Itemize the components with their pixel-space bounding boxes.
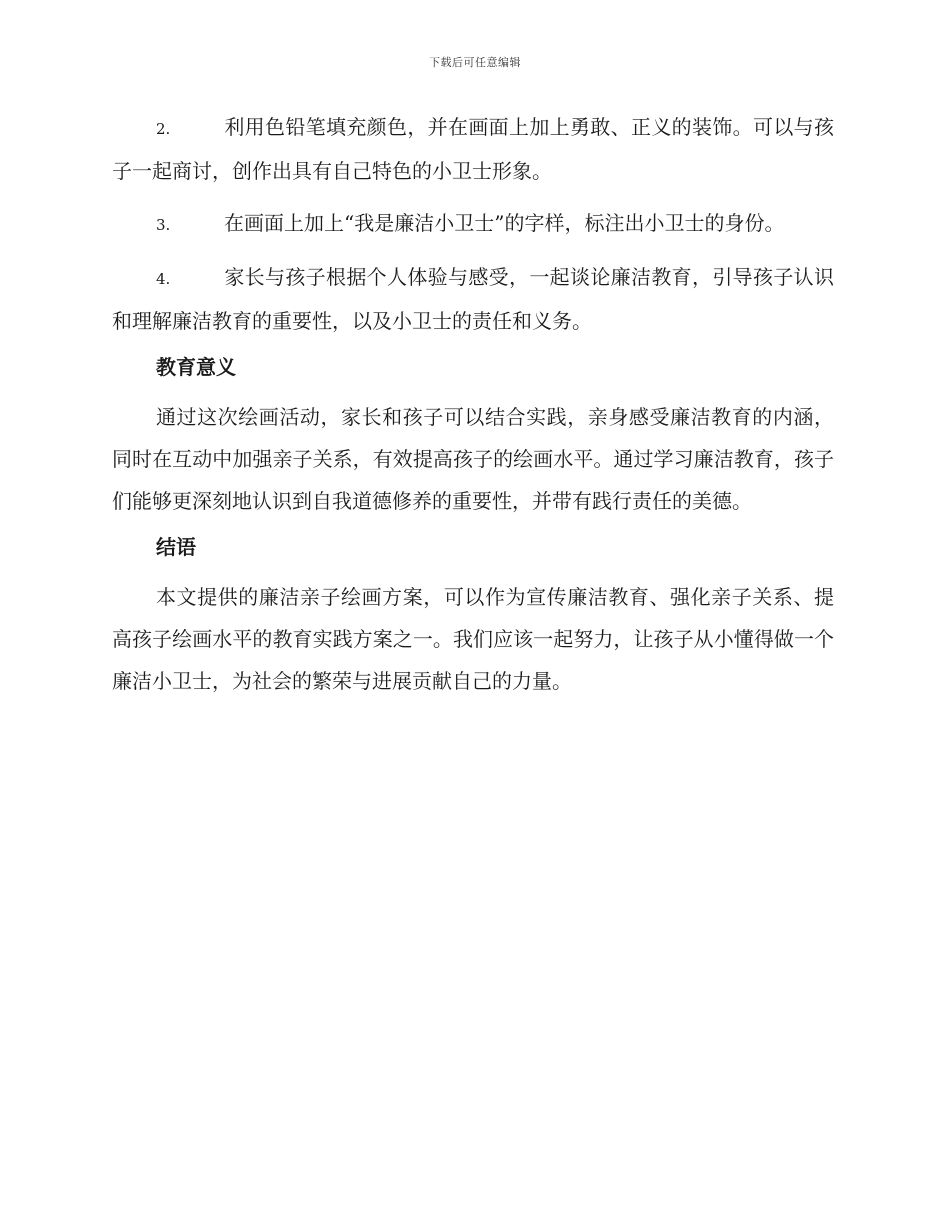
section-paragraph-education-meaning: 通过这次绘画活动，家长和孩子可以结合实践，亲身感受廉洁教育的内涵，同时在互动中加强亲子关系，有效提高孩子的绘画水平。通过学习廉洁教育，孩子们能够更深刻地认识到自我道德修养的重要性，并带有践行责任的美德。	[112, 405, 834, 513]
list-item-text: 家长与孩子根据个人体验与感受，一起谈论廉洁教育，引导孩子认识和理解廉洁教育的重要性，以及小卫士的责任和义务。	[112, 265, 834, 333]
document-body	[112, 106, 834, 712]
section-paragraph-conclusion: 本文提供的廉洁亲子绘画方案，可以作为宣传廉洁教育、强化亲子关系、提高孩子绘画水平的教育实践方案之一。我们应该一起努力，让孩子从小懂得做一个廉洁小卫士，为社会的繁荣与进展贡献自己的力量。	[112, 585, 834, 693]
list-item-number: 4.	[156, 270, 171, 288]
list-item-text: 利用色铅笔填充颜色，并在画面上加上勇敢、正义的装饰。可以与孩子一起商讨，创作出具有自己特色的小卫士形象。	[112, 115, 834, 183]
section-heading-conclusion: 结语	[156, 535, 196, 559]
list-item-number: 3.	[156, 216, 171, 234]
list-item	[112, 106, 834, 192]
list-item	[112, 202, 834, 246]
list-item-number: 2.	[156, 120, 171, 138]
section-heading-education-meaning: 教育意义	[156, 355, 236, 379]
list-item	[112, 256, 834, 342]
page-header: 下载后可任意编辑	[429, 56, 521, 69]
list-item-text: 在画面上加上“我是廉洁小卫士”的字样，标注出小卫士的身份。	[224, 211, 785, 235]
